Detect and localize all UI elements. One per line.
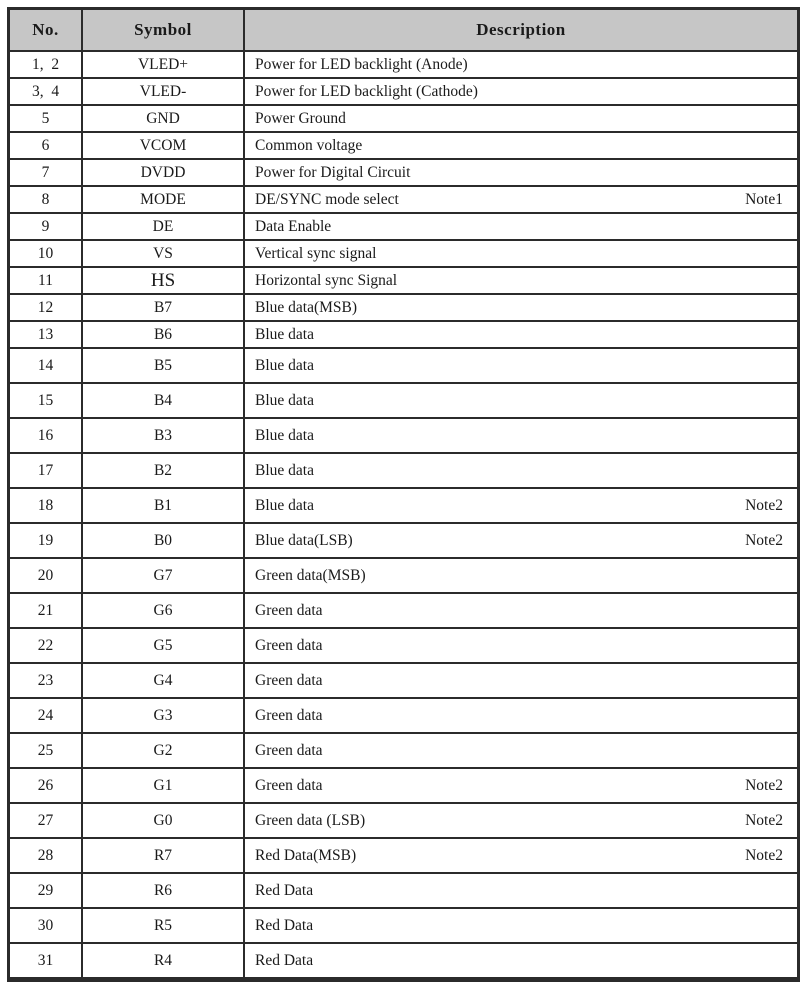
description-text: Green data [255,601,323,619]
description-text: Blue data [255,391,314,409]
pin-symbol-cell: G6 [82,593,244,628]
pin-symbol-cell: DE [82,213,244,240]
description-text: Blue data [255,356,314,374]
description-wrap [245,326,797,344]
pin-symbol-cell: G7 [82,558,244,593]
description-text: Red Data [255,881,314,899]
pin-number-cell: 14 [9,348,83,383]
pin-symbol-cell: G5 [82,628,244,663]
pin-description-cell [244,873,799,908]
description-wrap [245,532,797,550]
pin-number-cell: 17 [9,453,83,488]
note-label: Note2 [745,496,783,514]
pin-number-cell: 25 [9,733,83,768]
pin-symbol-cell: MODE [82,186,244,213]
description-wrap [245,218,797,236]
pin-symbol-cell: R6 [82,873,244,908]
description-text: Blue data [255,426,314,444]
pin-description-cell [244,453,799,488]
description-wrap [245,777,797,795]
pin-number-cell: 9 [9,213,83,240]
pin-number-cell: 29 [9,873,83,908]
pin-symbol-cell: VLED+ [82,51,244,78]
description-wrap [245,462,797,480]
table-row [9,628,799,663]
pin-description-cell [244,488,799,523]
pin-symbol-cell: R4 [82,943,244,980]
pin-number-cell: 30 [9,908,83,943]
description-text: Blue data(LSB) [255,531,353,549]
pin-description-cell [244,628,799,663]
pin-description-cell [244,186,799,213]
pin-symbol-cell: G0 [82,803,244,838]
pin-number-cell: 5 [9,105,83,132]
pin-symbol-cell: B7 [82,294,244,321]
description-text: Power for LED backlight (Anode) [255,55,468,73]
description-wrap [245,497,797,515]
header-no: No. [9,9,83,52]
pin-number-cell: 12 [9,294,83,321]
pin-symbol-cell: VLED- [82,78,244,105]
pin-number-cell: 16 [9,418,83,453]
table-row [9,803,799,838]
pin-number-cell: 18 [9,488,83,523]
table-row [9,838,799,873]
pin-description-cell [244,159,799,186]
pin-description-cell [244,768,799,803]
description-text: Data Enable [255,217,332,235]
pin-description-cell [244,733,799,768]
description-wrap [245,637,797,655]
note-label: Note2 [745,811,783,829]
pin-number-cell: 21 [9,593,83,628]
pin-number-cell: 7 [9,159,83,186]
table-row [9,873,799,908]
description-text: Power for LED backlight (Cathode) [255,82,478,100]
pin-number-cell: 23 [9,663,83,698]
note-label: Note2 [745,846,783,864]
pin-description-cell [244,51,799,78]
pin-description-cell [244,663,799,698]
table-row [9,267,799,294]
table-row [9,908,799,943]
pin-description-cell [244,267,799,294]
description-text: Red Data [255,951,314,969]
pin-symbol-cell: R5 [82,908,244,943]
pin-description-cell [244,321,799,348]
note-label: Note1 [745,190,783,208]
table-row [9,105,799,132]
pin-number-cell: 10 [9,240,83,267]
table-row [9,348,799,383]
description-wrap [245,164,797,182]
table-row [9,453,799,488]
note-label: Note2 [745,776,783,794]
description-wrap [245,707,797,725]
pin-number-cell: 11 [9,267,83,294]
table-row [9,159,799,186]
pin-symbol-cell: B4 [82,383,244,418]
pin-description-cell [244,383,799,418]
note-label: Note2 [745,531,783,549]
pin-description-cell [244,105,799,132]
pin-symbol-cell: VCOM [82,132,244,159]
description-text: Green data [255,671,323,689]
description-text: Green data [255,636,323,654]
table-row [9,294,799,321]
pin-description-cell [244,132,799,159]
pin-symbol-cell: B3 [82,418,244,453]
table-row [9,321,799,348]
description-wrap [245,83,797,101]
description-text: Blue data [255,461,314,479]
pin-symbol-cell: R7 [82,838,244,873]
table-row [9,593,799,628]
pin-symbol-cell: G3 [82,698,244,733]
pin-description-cell [244,78,799,105]
pin-symbol-cell: B5 [82,348,244,383]
description-text: Horizontal sync Signal [255,271,398,289]
description-text: Green data [255,706,323,724]
description-text: Green data [255,741,323,759]
pin-description-cell [244,593,799,628]
pin-number-cell: 8 [9,186,83,213]
description-wrap [245,427,797,445]
pin-description-cell [244,523,799,558]
table-row [9,768,799,803]
description-wrap [245,812,797,830]
pin-symbol-cell: DVDD [82,159,244,186]
pin-number-cell: 6 [9,132,83,159]
description-text: Common voltage [255,136,363,154]
description-wrap [245,137,797,155]
table-row [9,186,799,213]
header-symbol: Symbol [82,9,244,52]
pin-description-cell [244,558,799,593]
description-wrap [245,272,797,290]
pin-symbol-cell: B2 [82,453,244,488]
description-text: Power for Digital Circuit [255,163,411,181]
description-wrap [245,567,797,585]
table-row [9,383,799,418]
table-row [9,663,799,698]
table-row [9,698,799,733]
table-row [9,523,799,558]
pin-description-cell [244,240,799,267]
description-wrap [245,299,797,317]
description-text: Red Data(MSB) [255,846,357,864]
table-row [9,51,799,78]
table-row [9,733,799,768]
pin-description-table [7,7,800,982]
description-wrap [245,917,797,935]
pin-number-cell: 26 [9,768,83,803]
pin-symbol-cell: G2 [82,733,244,768]
description-text: Red Data [255,916,314,934]
pin-symbol-cell: G1 [82,768,244,803]
pin-description-cell [244,838,799,873]
description-wrap [245,672,797,690]
pin-number-cell: 24 [9,698,83,733]
table-header-row [9,9,799,52]
description-text: DE/SYNC mode select [255,190,399,208]
description-wrap [245,952,797,970]
pin-number-cell: 28 [9,838,83,873]
pin-symbol-cell: B1 [82,488,244,523]
pin-description-cell [244,418,799,453]
description-text: Blue data [255,496,314,514]
pin-symbol-cell: HS [82,267,244,294]
pin-description-cell [244,803,799,838]
description-text: Green data (LSB) [255,811,366,829]
pin-number-cell: 20 [9,558,83,593]
pin-symbol-cell: GND [82,105,244,132]
description-wrap [245,742,797,760]
description-text: Vertical sync signal [255,244,377,262]
pin-description-cell [244,348,799,383]
table-row [9,240,799,267]
description-text: Green data [255,776,323,794]
pin-number-cell: 1, 2 [9,51,83,78]
description-wrap [245,392,797,410]
description-text: Blue data [255,325,314,343]
description-text: Blue data(MSB) [255,298,358,316]
table-row [9,132,799,159]
pin-number-cell: 3, 4 [9,78,83,105]
pin-description-cell [244,908,799,943]
pin-description-cell [244,213,799,240]
pin-number-cell: 19 [9,523,83,558]
description-text: Green data(MSB) [255,566,366,584]
table-row [9,213,799,240]
description-text: Power Ground [255,109,346,127]
pin-description-cell [244,943,799,980]
header-description: Description [244,9,799,52]
description-wrap [245,357,797,375]
pin-number-cell: 31 [9,943,83,980]
pin-symbol-cell: B6 [82,321,244,348]
pin-symbol-cell: VS [82,240,244,267]
description-wrap [245,56,797,74]
pin-number-cell: 22 [9,628,83,663]
description-wrap [245,245,797,263]
table-row [9,418,799,453]
pin-number-cell: 13 [9,321,83,348]
description-wrap [245,110,797,128]
table-row [9,943,799,980]
description-wrap [245,602,797,620]
table-row [9,78,799,105]
table-row [9,558,799,593]
table-row [9,488,799,523]
description-wrap [245,191,797,209]
pin-symbol-cell: B0 [82,523,244,558]
pin-number-cell: 15 [9,383,83,418]
description-wrap [245,847,797,865]
pin-number-cell: 27 [9,803,83,838]
pin-description-cell [244,294,799,321]
pin-symbol-cell: G4 [82,663,244,698]
description-wrap [245,882,797,900]
pin-description-cell [244,698,799,733]
